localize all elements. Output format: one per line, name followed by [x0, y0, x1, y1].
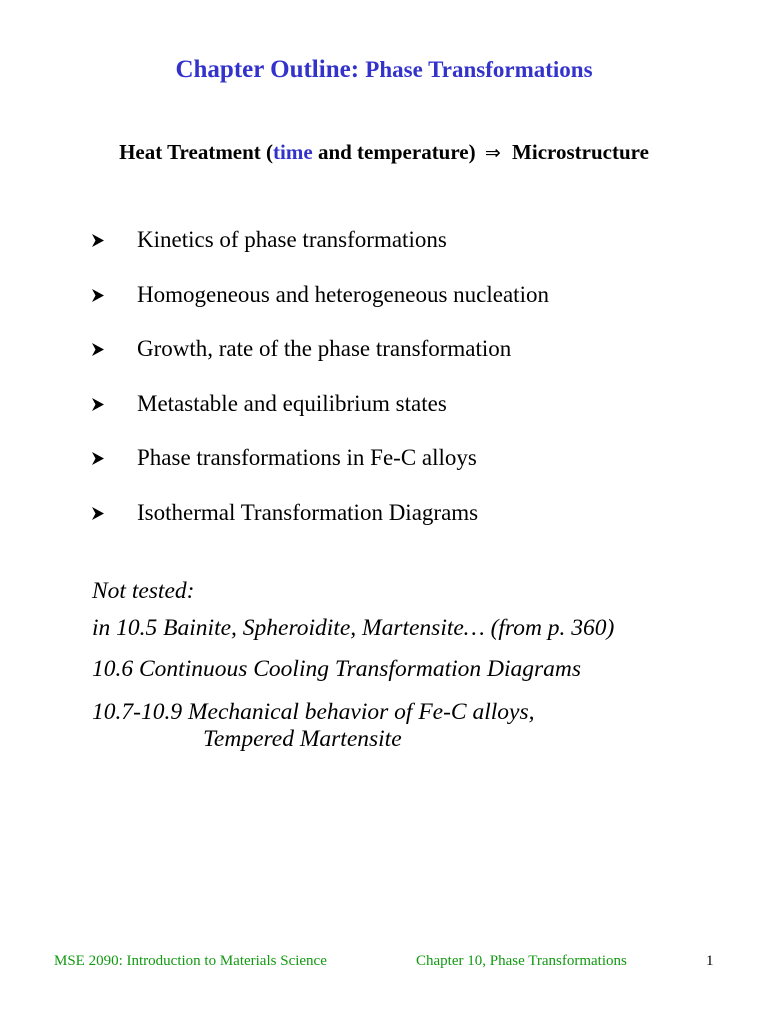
- bullet-text: Kinetics of phase transformations: [137, 227, 447, 252]
- slide-title: [0, 56, 768, 84]
- bullet-text: Metastable and equilibrium states: [137, 390, 447, 416]
- outline-bullet-item: [91, 391, 549, 446]
- subtitle-prefix: Heat Treatment (: [119, 140, 274, 164]
- outline-bullet-item: [91, 336, 549, 391]
- not-tested-line-3b: Tempered Martensite: [203, 726, 402, 752]
- page-number: 1: [706, 953, 714, 969]
- arrowhead-bullet-icon: [91, 282, 137, 303]
- bullet-text: Homogeneous and heterogeneous nucleation: [137, 281, 549, 307]
- subtitle-time-word: time: [273, 140, 313, 164]
- slide-subtitle: [0, 140, 768, 165]
- not-tested-line-1: in 10.5 Bainite, Spheroidite, Martensite… (from p. 360): [92, 615, 615, 641]
- title-part1: Chapter Outline:: [175, 56, 366, 83]
- not-tested-line-2: 10.6 Continuous Cooling Transformation Diagrams: [92, 656, 582, 682]
- bullet-text: Growth, rate of the phase transformation: [137, 336, 512, 362]
- subtitle-suffix: Microstructure: [506, 140, 649, 164]
- not-tested-section: [92, 578, 614, 753]
- arrowhead-bullet-icon: [91, 445, 137, 466]
- outline-bullet-item: [91, 445, 549, 500]
- bullet-text: Phase transformations in Fe-C alloys: [137, 445, 477, 471]
- outline-bullet-list: [91, 227, 549, 555]
- not-tested-heading: Not tested:: [92, 578, 195, 604]
- arrowhead-bullet-icon: [91, 227, 137, 248]
- implies-arrow-icon: ⇒: [484, 142, 501, 164]
- footer-chapter: Chapter 10, Phase Transformations: [416, 953, 627, 969]
- arrowhead-bullet-icon: [91, 500, 137, 521]
- title-part2: Phase Transformations: [365, 57, 593, 82]
- outline-bullet-item: [91, 227, 549, 282]
- not-tested-line-3a: 10.7-10.9 Mechanical behavior of Fe-C alloys,: [92, 699, 535, 725]
- arrowhead-bullet-icon: [91, 336, 137, 357]
- bullet-text: Isothermal Transformation Diagrams: [137, 499, 479, 525]
- arrowhead-bullet-icon: [91, 391, 137, 412]
- outline-bullet-item: [91, 282, 549, 337]
- footer-course: MSE 2090: Introduction to Materials Science: [54, 953, 327, 969]
- subtitle-middle: and temperature): [312, 140, 481, 164]
- outline-bullet-item: [91, 500, 549, 555]
